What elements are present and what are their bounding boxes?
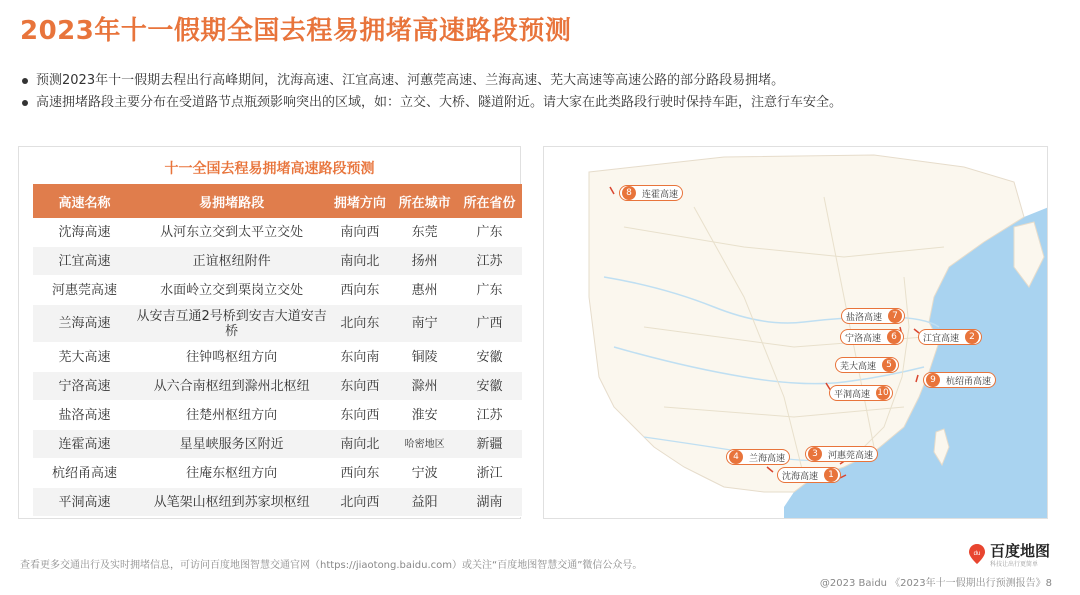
- table-cell: 宁洛高速: [33, 372, 136, 401]
- table-cell: 南向北: [327, 430, 392, 459]
- table-cell: 滁州: [392, 372, 457, 401]
- table-cell: 芜大高速: [33, 343, 136, 372]
- table-cell: 宁波: [392, 459, 457, 488]
- table-cell: 从河东立交到太平立交处: [136, 218, 327, 247]
- callout-number: 8: [622, 186, 636, 200]
- table-cell: 往钟鸣枢纽方向: [136, 343, 327, 372]
- table-cell: 河惠莞高速: [33, 276, 136, 305]
- table-cell: 江苏: [457, 247, 522, 276]
- table-cell: 兰海高速: [33, 305, 136, 343]
- map-callout: [777, 467, 841, 483]
- column-header: 所在城市: [392, 184, 457, 218]
- map-callout: [835, 357, 899, 373]
- table-cell: 盐洛高速: [33, 401, 136, 430]
- bullet-item: [20, 70, 1060, 92]
- congestion-map-card: [543, 146, 1048, 519]
- table-cell: 江苏: [457, 401, 522, 430]
- callout-label: 江宜高速: [923, 333, 960, 344]
- callout-number: 10: [877, 388, 889, 398]
- table-cell: 浙江: [457, 459, 522, 488]
- table-cell: 从笔架山枢纽到苏家坝枢纽: [136, 488, 327, 517]
- footnote: 查看更多交通出行及实时拥堵信息，可访问百度地图智慧交通官网（https://jiaotong.baidu.com）或关注“百度地图智慧交通”微信公众号。: [20, 560, 643, 571]
- table-cell: 星星峡服务区附近: [136, 430, 327, 459]
- bullet-dot-icon: [22, 100, 28, 106]
- callout-label: 宁洛高速: [845, 333, 882, 344]
- page-title: 2023年十一假期全国去程易拥堵高速路段预测: [20, 16, 572, 46]
- table-cell: 南向西: [327, 218, 392, 247]
- map-callout: [805, 446, 878, 462]
- table-cell: 东莞: [392, 218, 457, 247]
- copyright-text: @2023 Baidu 《2023年十一假期出行预测报告》8: [819, 578, 1052, 589]
- map-callout: [923, 372, 996, 388]
- table-cell: 西向东: [327, 459, 392, 488]
- table-cell: 东向西: [327, 401, 392, 430]
- table-row: [33, 488, 522, 517]
- table-cell: 铜陵: [392, 343, 457, 372]
- table-header-row: [33, 184, 522, 218]
- table-cell: 广东: [457, 276, 522, 305]
- callout-number: 7: [888, 309, 902, 323]
- table-cell: 新疆: [457, 430, 522, 459]
- logo-tagline: 科技让出行更简单: [990, 561, 1039, 568]
- congestion-table: [33, 184, 522, 517]
- table-row: [33, 430, 522, 459]
- map-callout: [619, 185, 683, 201]
- bullet-text: 预测2023年十一假期去程出行高峰期间，沈海高速、江宜高速、河蕙莞高速、兰海高速、芜大高速等高速公路的部分路段易拥堵。: [36, 73, 785, 88]
- table-cell: 从安吉互通2号桥到安吉大道安吉桥: [136, 305, 327, 343]
- table-cell: 水面岭立交到栗岗立交处: [136, 276, 327, 305]
- table-row: [33, 218, 522, 247]
- map-callout: [726, 449, 790, 465]
- table-cell: 安徽: [457, 343, 522, 372]
- bullet-item: [20, 92, 1060, 114]
- callout-label: 杭绍甬高速: [946, 376, 992, 387]
- table-cell: 北向东: [327, 305, 392, 343]
- table-cell: 往庵东枢纽方向: [136, 459, 327, 488]
- table-cell: 连霍高速: [33, 430, 136, 459]
- table-cell: 淮安: [392, 401, 457, 430]
- table-row: [33, 459, 522, 488]
- callout-label: 沈海高速: [782, 471, 819, 482]
- callout-label: 兰海高速: [749, 453, 786, 464]
- table-cell: 江宜高速: [33, 247, 136, 276]
- callout-number: 3: [808, 447, 822, 461]
- map-callout: [840, 329, 904, 345]
- table-cell: 平洞高速: [33, 488, 136, 517]
- table-cell: 北向西: [327, 488, 392, 517]
- callout-number: 5: [882, 358, 896, 372]
- table-cell: 西向东: [327, 276, 392, 305]
- table-cell: 南宁: [392, 305, 457, 343]
- callout-number: 9: [926, 373, 940, 387]
- table-cell: 扬州: [392, 247, 457, 276]
- table-title: 十一全国去程易拥堵高速路段预测: [164, 161, 375, 177]
- baidu-map-logo: [968, 540, 1058, 570]
- table-row: [33, 276, 522, 305]
- callout-label: 盐洛高速: [846, 312, 883, 323]
- table-row: [33, 372, 522, 401]
- map-pin-icon: [968, 543, 986, 565]
- table-cell: 从六合南枢纽到滁州北枢纽: [136, 372, 327, 401]
- table-cell: 益阳: [392, 488, 457, 517]
- map-callout: [841, 308, 905, 324]
- callout-number: 2: [965, 330, 979, 344]
- callout-label: 连霍高速: [642, 189, 679, 200]
- table-cell: 东向西: [327, 372, 392, 401]
- table-row: [33, 401, 522, 430]
- column-header: 拥堵方向: [327, 184, 392, 218]
- callout-label: 河惠莞高速: [828, 450, 874, 461]
- congestion-table-card: [18, 146, 521, 519]
- column-header: 易拥堵路段: [136, 184, 327, 218]
- table-cell: 广东: [457, 218, 522, 247]
- table-cell: 杭绍甬高速: [33, 459, 136, 488]
- table-cell: 往楚州枢纽方向: [136, 401, 327, 430]
- table-row: [33, 343, 522, 372]
- table-cell: 安徽: [457, 372, 522, 401]
- table-cell: 东向南: [327, 343, 392, 372]
- map-callout: [918, 329, 982, 345]
- callout-number: 4: [729, 450, 743, 464]
- table-cell: 湖南: [457, 488, 522, 517]
- table-cell: 广西: [457, 305, 522, 343]
- column-header: 高速名称: [33, 184, 136, 218]
- table-cell: 南向北: [327, 247, 392, 276]
- logo-name: 百度地图: [990, 542, 1051, 560]
- callout-label: 平洞高速: [834, 389, 871, 400]
- bullet-text: 高速拥堵路段主要分布在受道路节点瓶颈影响突出的区域，如：立交、大桥、隧道附近。请大家在此类路段行驶时保持车距，注意行车安全。: [36, 95, 843, 110]
- table-cell: 沈海高速: [33, 218, 136, 247]
- table-row: [33, 247, 522, 276]
- table-cell: 哈密地区: [392, 430, 457, 459]
- bullet-list: [20, 70, 1060, 114]
- callout-label: 芜大高速: [840, 361, 877, 372]
- callout-number: 6: [887, 330, 901, 344]
- column-header: 所在省份: [457, 184, 522, 218]
- table-row: [33, 305, 522, 343]
- table-cell: 惠州: [392, 276, 457, 305]
- logo-mark-glyph: du: [973, 551, 981, 557]
- bullet-dot-icon: [22, 78, 28, 84]
- table-cell: 正谊枢纽附件: [136, 247, 327, 276]
- callout-number: 1: [824, 468, 838, 482]
- map-callout: [829, 385, 893, 401]
